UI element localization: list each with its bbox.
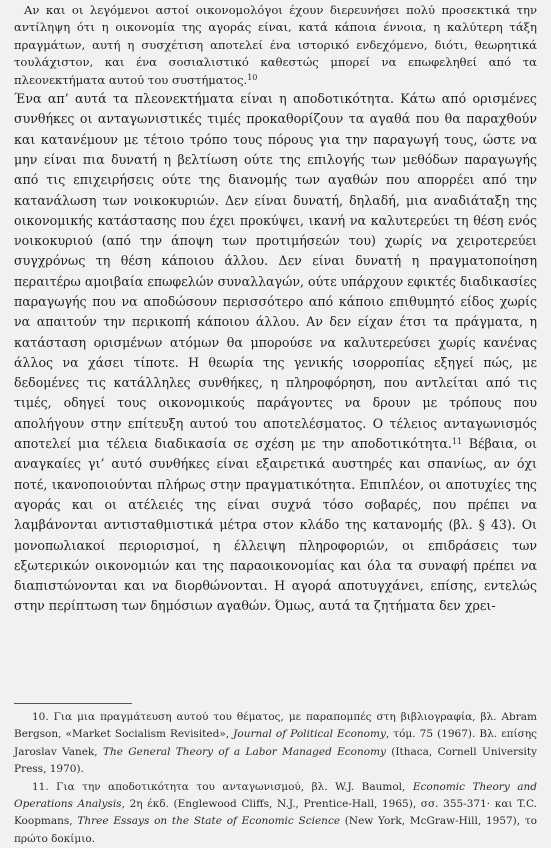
- footnote-11-text-b: , 2η έκδ. (Englewood Cliffs, N.J., Prentice-Hall, 1965), σσ. 355-371· και T.C. Koopmans,: [14, 798, 537, 828]
- footnote-10-book-title: The General Theory of a Labor Managed Economy: [102, 745, 386, 758]
- footnotes: [14, 709, 537, 848]
- footnote-divider: [14, 703, 132, 704]
- footnote-10: [14, 709, 537, 779]
- footnote-10-text-c: (Ithaca, Cornell University Press, 1970).: [14, 745, 538, 776]
- footnote-11-book-title-2: Three Essays on the State of Economic Science: [77, 815, 341, 828]
- paragraph-text-part2: Βέβαια, οι αναγκαίες γι’ αυτό συνθήκες είναι εξαιρετικά αυστηρές και σπανίως, αν όχι ποτέ, ικανοποιούνται πλήρως στην πραγματικότητα. Επιπλέον, οι αποτυχίες της αγοράς και οι ατέλειές της είναι συχνά τόσο σοβαρές, που πρέπει να λαμβάνονται αντισταθμιστικά μέτρα στον κλάδο της κατανομής (βλ. § 43). Οι μονοπωλιακοί περιορισμοί, η έλλειψη πληροφοριών, οι επιδράσεις των εξωτερικών οικονομιών και της παραοικονομίας και όλα τα συναφή πρέπει να διαπιστώνονται και να διορθώνονται. Η αγορά αποτυγχάνει, επίσης, εντελώς στην περίπτωση των δημόσιων αγαθών. Όμως, αυτά τα ζητήματα δεν χρει-: [14, 436, 537, 614]
- paragraph-text-part1: Ένα απ’ αυτά τα πλεονεκτήματα είναι η αποδοτικότητα. Κάτω από ορισμένες συνθήκες οι ανταγωνιστικές τιμές προκαθορίζουν τα αγαθά που θα παραχθούν και κατανέμουν με τέτοιο τρόπο τους πόρους για την παραγωγή τους, ώστε να μην είναι πια δυνατή η βελτίωση ούτε της επιλογής των μεθόδων παραγωγής από τις επιχειρήσεις ούτε της διανομής των αγαθών που απορρέει από την κατανάλωση των νοικοκυριών. Δεν είναι δυνατή, δηλαδή, μια αναδιάταξη της οικονομικής κατάστασης που έχει προκύψει, ικανή να καλυτερεύει τη θέση ενός νοικοκυριού (από την άποψη των προτιμήσεών του) χωρίς να χειροτερεύει συγχρόνως τη θέση κάποιου άλλου. Δεν είναι δυνατή η πραγματοποίηση περαιτέρω αμοιβαία επωφελών συναλλαγών, ούτε υπάρχουν εφικτές διαδικασίες παραγωγής που να αποδώσουν περισσότερο από κάποιο επιθυμητό είδος χωρίς να απαιτούν την περικοπή κάποιου άλλου. Αν δεν είχαν έτσι τα πράγματα, η κατάσταση ορισμένων ατόμων θα μπορούσε να καλυτερεύσει χωρίς κανένας άλλος να χάσει τίποτε. Η θεωρία της γενικής ισορροπίας εξηγεί πώς, με δεδομένες τις κατάλληλες συνθήκες, η πληροφόρηση, που αντλείται από τις τιμές, οδηγεί τους οικονομικούς παράγοντες να δρουν με τρόπους που απολήγουν στην επίτευξη αυτού του αποτελέσματος. Ο τέλειος ανταγωνισμός αποτελεί μια τέλεια διαδικασία σε σχέση με την αποδοτικότητα.: [14, 91, 537, 452]
- footnote-11-book-title-1: Economic Theory and Operations Analysis: [14, 780, 537, 811]
- footnote-ref-10[interactable]: 10: [247, 72, 258, 82]
- footnote-11: [14, 779, 537, 848]
- footnote-10-journal-title: Journal of Political Economy: [233, 728, 386, 741]
- footnote-11-text-a: 11. Για την αποδοτικότητα του ανταγωνισμού, βλ. W.J. Baumol,: [32, 780, 413, 793]
- footnote-ref-11[interactable]: 11: [451, 437, 463, 447]
- main-paragraph: [14, 89, 537, 617]
- footnote-10-text-b: , τόμ. 75 (1967). Βλ. επίσης Jaroslav Vanek,: [14, 728, 537, 758]
- footnote-11-text-c: (New York, McGraw-Hill, 1957), το πρώτο δοκίμιο.: [14, 815, 537, 845]
- footnote-10-text-a: 10. Για μια πραγμάτευση αυτού του θέματος, με παραπομπές στη βιβλιογραφία, βλ. Abram Bergson, «Market Socialism Revisited»,: [14, 711, 537, 741]
- quote-text: Αν και οι λεγόμενοι αστοί οικονομολόγοι έχουν διερευνήσει πολύ προσεκτικά την αντίληψη ότι η οικονομία της αγοράς είναι, κατά κάποια έννοια, η καλύτερη τάξη πραγμάτων, αυτή η συσχέτιση αποτελεί ένα ιστορικό ενδεχόμενο, διότι, θεωρητικά τουλάχιστον, και ένα σοσιαλιστικό καθεστώς μπορεί να επωφεληθεί από τα πλεονεκτήματα αυτού του συστήματος.: [14, 3, 537, 87]
- block-quote: [14, 2, 537, 89]
